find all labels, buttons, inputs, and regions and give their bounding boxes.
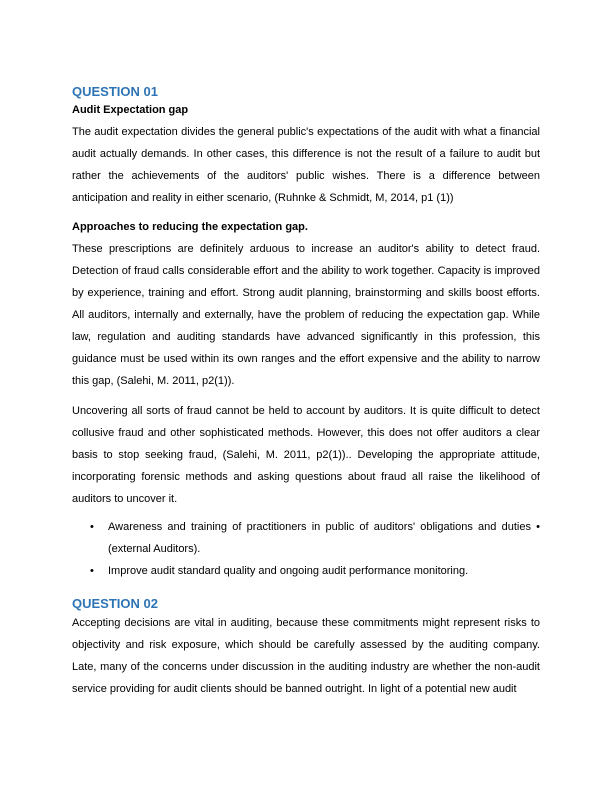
spacer — [72, 392, 540, 400]
question-02-heading: QUESTION 02 — [72, 596, 158, 611]
document-body — [72, 84, 540, 700]
bullet-icon: • — [90, 565, 94, 577]
list-item-text: Improve audit standard quality and ongoing audit performance monitoring. — [108, 565, 469, 577]
question-01-heading: QUESTION 01 — [72, 84, 158, 99]
list-item-text: Awareness and training of practitioners in public of auditors' obligations and duties • (external Auditors). — [108, 521, 540, 555]
bullet-list — [72, 516, 540, 582]
bullet-icon: • — [90, 521, 94, 533]
audit-expectation-gap-subheading: Audit Expectation gap — [72, 104, 189, 116]
approaches-subheading: Approaches to reducing the expectation gap. — [72, 221, 308, 233]
q1-paragraph-1: The audit expectation divides the general public's expectations of the audit with what a financial audit actually demands. In other cases, this difference is not the result of a failure to audit but rather the achievements of the auditors' public wishes. There is a difference between anticipation and reality in either scenario, (Ruhnke & Schmidt, M, 2014, p1 (1)) — [72, 126, 540, 204]
q1-paragraph-3: Uncovering all sorts of fraud cannot be held to account by auditors. It is quite difficult to detect collusive fraud and other sophisticated methods. However, this does not offer auditors a clear basis to stop seeking fraud, (Salehi, M. 2011, p2(1)).. Developing the appropriate attitude, incorporating forensic methods and asking questions about fraud all raise the likelihood of auditors to uncover it. — [72, 405, 540, 505]
list-item — [72, 560, 540, 582]
spacer — [72, 209, 540, 217]
q1-paragraph-2: These prescriptions are definitely arduous to increase an auditor's ability to detect fraud. Detection of fraud calls considerable effort and the ability to work together. Capacity is improved by experience, training and effort. Strong audit planning, brainstorming and skills boost efforts. All auditors, internally and externally, have the problem of reducing the expectation gap. While law, regulation and auditing standards have advanced significantly in this profession, this guidance must be used within its own ranges and the effort expensive and the ability to narrow this gap, (Salehi, M. 2011, p2(1)). — [72, 243, 540, 387]
q2-paragraph-1: Accepting decisions are vital in auditing, because these commitments might represent risks to objectivity and risk exposure, which should be carefully assessed by the auditing company. Late, many of the concerns under discussion in the auditing industry are whether the non-audit service providing for audit clients should be banned outright. In light of a potential new audit — [72, 617, 540, 695]
list-item — [72, 516, 540, 560]
spacer — [72, 582, 540, 596]
